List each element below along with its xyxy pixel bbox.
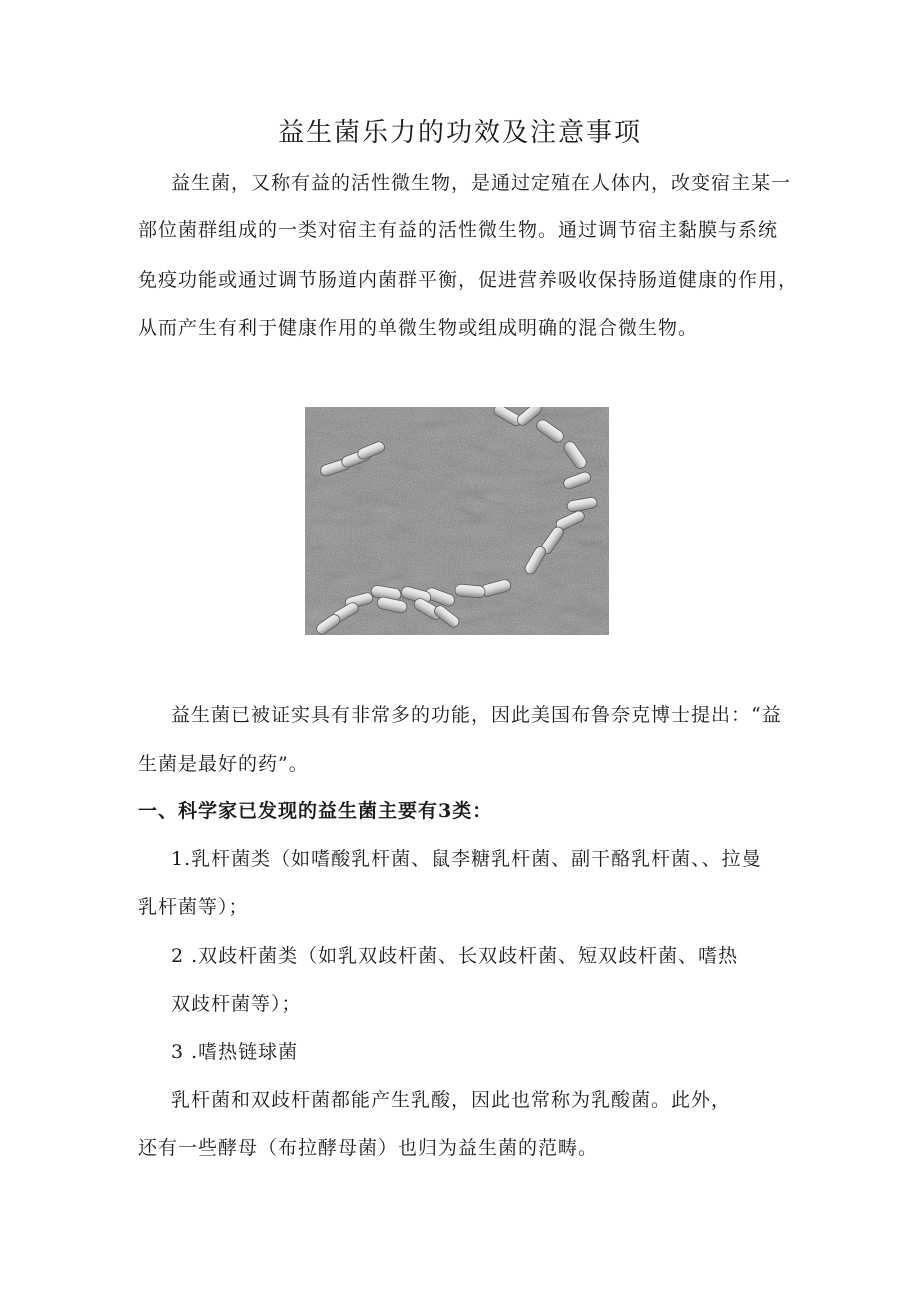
- section-heading: 一、科学家已发现的益生菌主要有3类：: [138, 800, 493, 822]
- list-item-3: 3 .嗜热链球菌: [171, 1041, 299, 1063]
- document-title: 益生菌乐力的功效及注意事项: [277, 118, 642, 148]
- list-item-2-line-2: 双歧杆菌等）；: [171, 993, 302, 1015]
- list-item-1-line-1: 1.乳杆菌类（如嗜酸乳杆菌、鼠李糖乳杆菌、副干酪乳杆菌、、拉曼: [171, 848, 762, 870]
- list-item-1-line-2: 乳杆菌等）；: [138, 896, 249, 918]
- paragraph2-line-2: 生菌是最好的药”。: [138, 753, 309, 775]
- closing-line-1: 乳杆菌和双歧杆菌都能产生乳酸，因此也常称为乳酸菌。此外，: [171, 1089, 732, 1111]
- closing-line-2: 还有一些酵母（布拉酵母菌）也归为益生菌的范畴。: [138, 1137, 599, 1159]
- bacteria-micrograph-image: [305, 407, 609, 635]
- intro-line-4: 从而产生有利于健康作用的单微生物或组成明确的混合微生物。: [138, 317, 699, 339]
- list-item-2-line-1: 2 .双歧杆菌类（如乳双歧杆菌、长双歧杆菌、短双歧杆菌、嗜热: [171, 945, 739, 967]
- intro-line-1: 益生菌，又称有益的活性微生物，是通过定殖在人体内，改变宿主某一: [171, 172, 792, 194]
- intro-line-3: 免疫功能或通过调节肠道内菌群平衡，促进营养吸收保持肠道健康的作用，: [138, 269, 799, 291]
- paragraph2-line-1: 益生菌已被证实具有非常多的功能，因此美国布鲁奈克博士提出：“益: [171, 704, 782, 726]
- intro-line-2: 部位菌群组成的一类对宿主有益的活性微生物。通过调节宿主黏膜与系统: [138, 219, 779, 241]
